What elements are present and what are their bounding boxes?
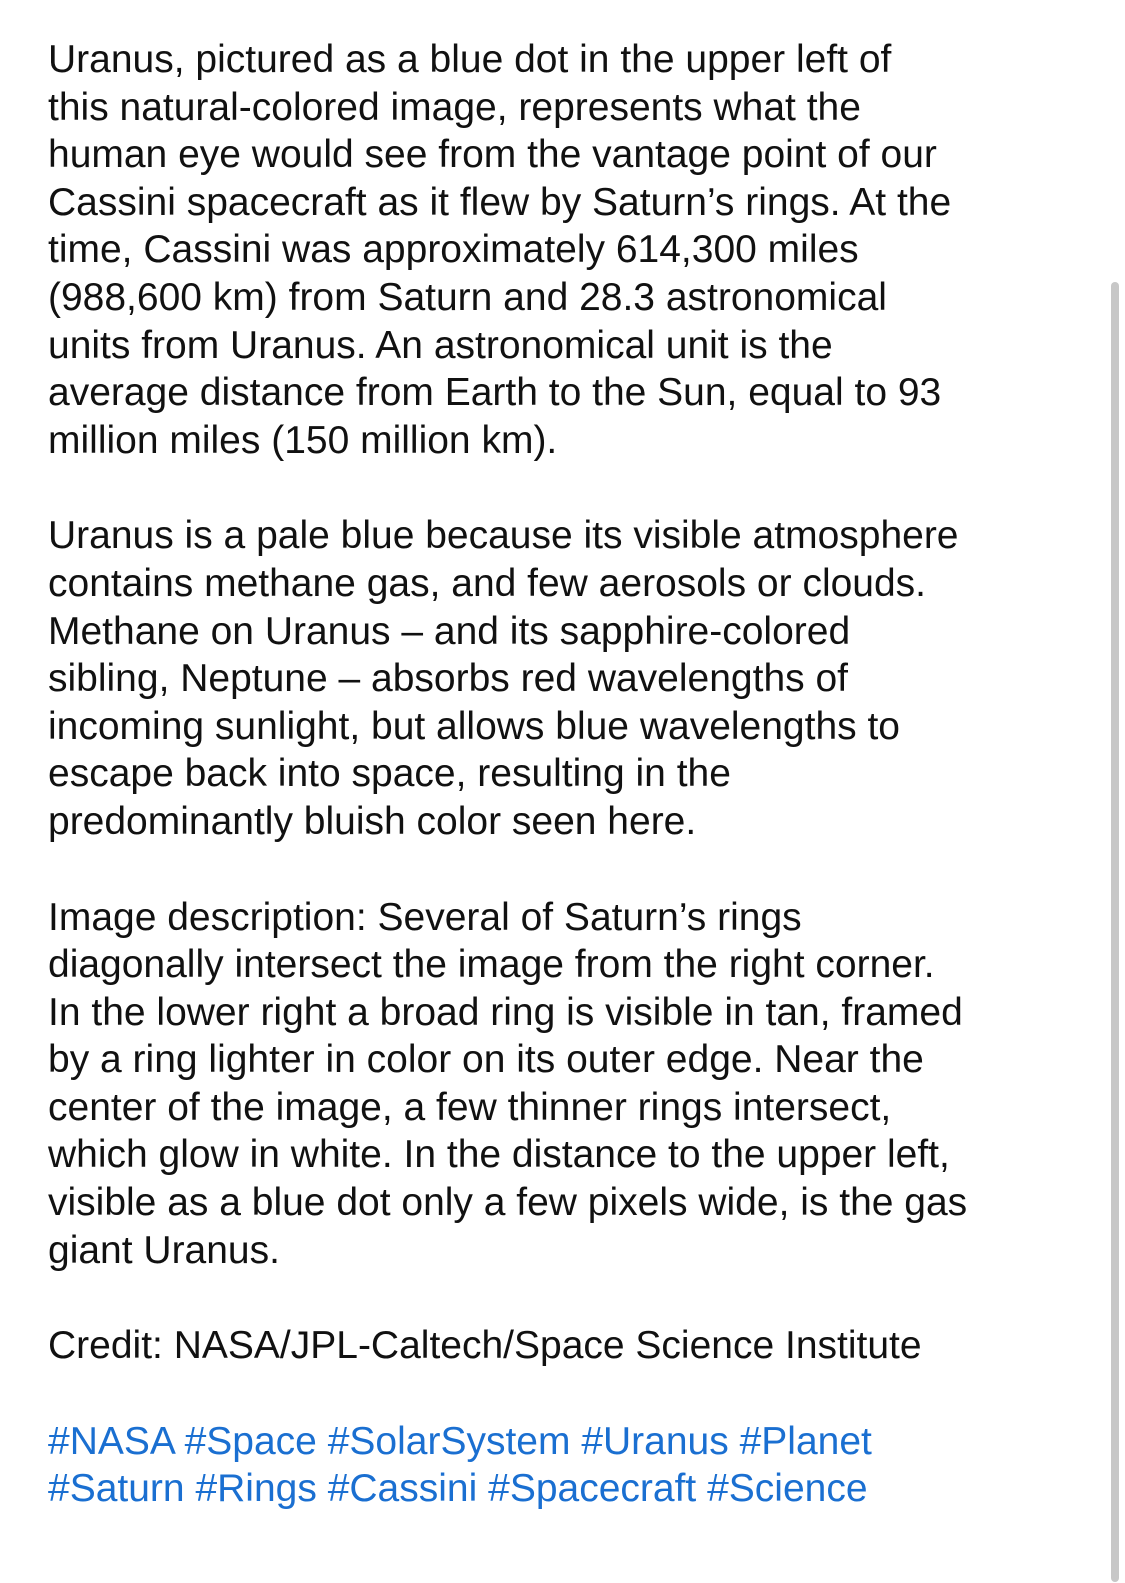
hashtag-rings[interactable]: #Rings [195, 1467, 317, 1511]
paragraph-color-explanation: Uranus is a pale blue because its visible atmosphere contains methane gas, and few aerosols or clouds. Methane on Uranus – and its sapphire-colored sibling, Neptune – absorbs red wavelengths of incoming sunlight, but allows blue wavelengths to escape back into space, resulting in the predominantly bluish color seen here. [48, 514, 959, 843]
hashtag-science[interactable]: #Science [707, 1467, 868, 1511]
hashtag-solarsystem[interactable]: #SolarSystem [327, 1419, 571, 1463]
hashtag-nasa[interactable]: #NASA [48, 1419, 174, 1463]
credit-line: Credit: NASA/JPL-Caltech/Space Science Institute [48, 1324, 922, 1368]
hashtag-list [48, 1418, 1078, 1513]
hashtag-spacecraft[interactable]: #Spacecraft [488, 1467, 697, 1511]
paragraph-intro: Uranus, pictured as a blue dot in the upper left of this natural-colored image, represents what the human eye would see from the vantage point of our Cassini spacecraft as it flew by Saturn’s rings. At the time, Cassini was approximately 614,300 miles (988,600 km) from Saturn and 28.3 astronomical units from Uranus. An astronomical unit is the average distance from Earth to the Sun, equal to 93 million miles (150 million km). [48, 38, 952, 462]
vertical-scrollbar[interactable] [1111, 282, 1119, 1582]
paragraph-image-description: Image description: Several of Saturn’s rings diagonally intersect the image from the right corner. In the lower right a broad ring is visible in tan, framed by a ring lighter in color on its outer edge. Near the center of the image, a few thinner rings intersect, which glow in white. In the distance to the upper left, visible as a blue dot only a few pixels wide, is the gas giant Uranus. [48, 895, 968, 1272]
hashtag-saturn[interactable]: #Saturn [48, 1467, 185, 1511]
hashtag-uranus[interactable]: #Uranus [581, 1419, 729, 1463]
hashtag-space[interactable]: #Space [184, 1419, 317, 1463]
hashtag-planet[interactable]: #Planet [739, 1419, 872, 1463]
hashtag-cassini[interactable]: #Cassini [327, 1467, 478, 1511]
post-body [48, 36, 1078, 1513]
